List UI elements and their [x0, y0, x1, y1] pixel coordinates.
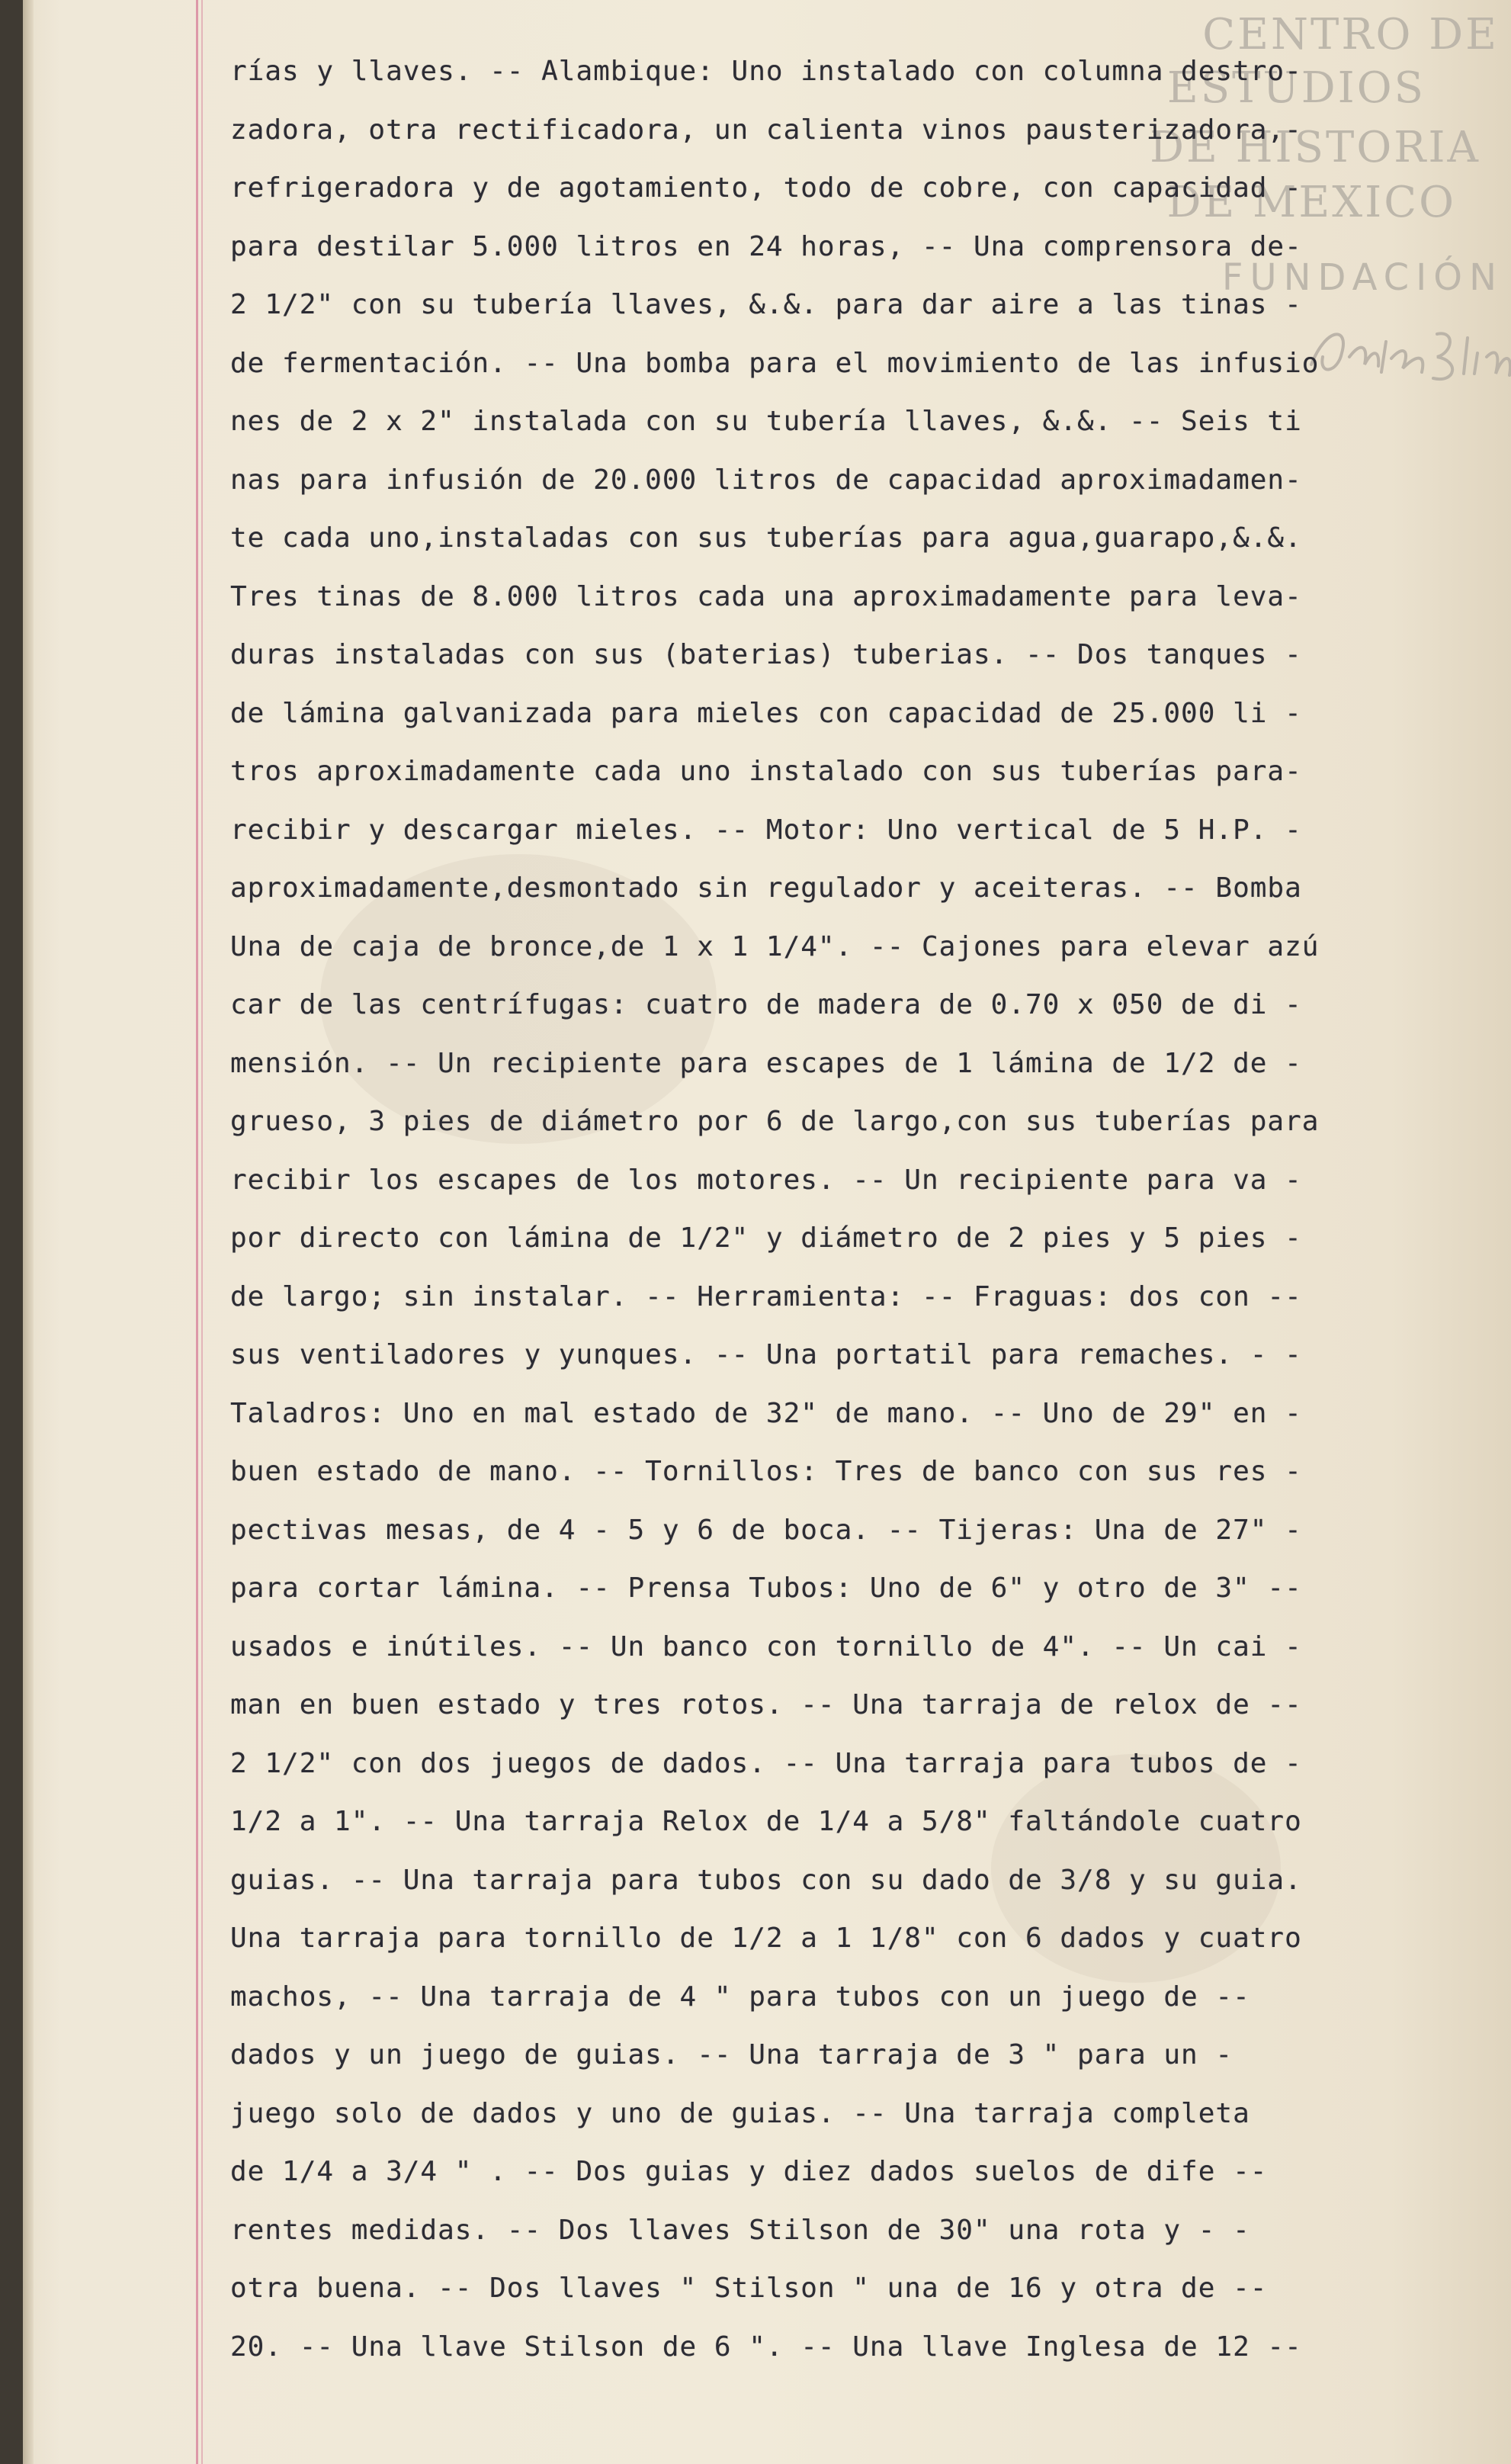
text-line: dados y un juego de guias. -- Una tarraja de 3 " para un -	[230, 2039, 1234, 2070]
watermark-line: FUNDACIÓN	[1221, 256, 1503, 299]
text-line: Una de caja de bronce,de 1 x 1 1/4". -- Cajones para elevar azú	[230, 930, 1320, 962]
text-line: pectivas mesas, de 4 - 5 y 6 de boca. -- Tijeras: Una de 27" -	[230, 1514, 1302, 1546]
text-line: de fermentación. -- Una bomba para el movimiento de las infusio	[230, 347, 1320, 379]
text-line: 20. -- Una llave Stilson de 6 ". -- Una llave Inglesa de 12 --	[230, 2331, 1302, 2363]
text-line: usados e inútiles. -- Un banco con tornillo de 4". -- Un cai -	[230, 1630, 1302, 1662]
margin-rule	[196, 0, 198, 2464]
text-line: zadora, otra rectificadora, un calienta vinos pausterizadora,-	[230, 114, 1302, 146]
text-line: Tres tinas de 8.000 litros cada una aproximadamente para leva-	[230, 580, 1302, 612]
text-line: car de las centrífugas: cuatro de madera de 0.70 x 050 de di -	[230, 989, 1302, 1020]
text-line: por directo con lámina de 1/2" y diámetro de 2 pies y 5 pies -	[230, 1222, 1302, 1254]
text-line: juego solo de dados y uno de guias. -- Una tarraja completa	[230, 2097, 1250, 2129]
text-line: 2 1/2" con dos juegos de dados. -- Una tarraja para tubos de -	[230, 1747, 1302, 1779]
text-line: nes de 2 x 2" instalada con su tubería llaves, &.&. -- Seis ti	[230, 406, 1302, 437]
margin-rule-secondary	[201, 0, 203, 2464]
text-line: Una tarraja para tornillo de 1/2 a 1 1/8" con 6 dados y cuatro	[230, 1923, 1302, 1954]
text-line: para destilar 5.000 litros en 24 horas, -- Una comprensora de-	[230, 230, 1302, 262]
text-line: te cada uno,instaladas con sus tuberías para agua,guarapo,&.&.	[230, 522, 1302, 554]
text-line: grueso, 3 pies de diámetro por 6 de largo,con sus tuberías para	[230, 1106, 1320, 1137]
text-line: 2 1/2" con su tubería llaves, &.&. para dar aire a las tinas -	[230, 289, 1302, 320]
text-line: nas para infusión de 20.000 litros de capacidad aproximadamen-	[230, 464, 1302, 496]
text-line: rentes medidas. -- Dos llaves Stilson de 30" una rota y - -	[230, 2214, 1250, 2246]
text-line: aproximadamente,desmontado sin regulador y aceiteras. -- Bomba	[230, 872, 1302, 904]
text-line: buen estado de mano. -- Tornillos: Tres de banco con sus res -	[230, 1456, 1302, 1487]
text-line: guias. -- Una tarraja para tubos con su dado de 3/8 y su guia.	[230, 1864, 1302, 1896]
watermark-line: DE HISTORIA	[1150, 123, 1481, 172]
text-line: Taladros: Uno en mal estado de 32" de mano. -- Uno de 29" en -	[230, 1397, 1302, 1429]
text-line: para cortar lámina. -- Prensa Tubos: Uno de 6" y otro de 3" --	[230, 1573, 1302, 1604]
text-line: man en buen estado y tres rotos. -- Una tarraja de relox de --	[230, 1689, 1302, 1720]
text-line: de 1/4 a 3/4 " . -- Dos guias y diez dados suelos de dife --	[230, 2156, 1268, 2187]
text-line: refrigeradora y de agotamiento, todo de cobre, con capacidad -	[230, 172, 1302, 204]
watermark-line: CENTRO DE	[1202, 10, 1499, 59]
text-line: otra buena. -- Dos llaves " Stilson " una de 16 y otra de --	[230, 2273, 1268, 2304]
text-line: duras instaladas con sus (baterias) tuberias. -- Dos tanques -	[230, 639, 1302, 670]
text-line: recibir y descargar mieles. -- Motor: Uno vertical de 5 H.P. -	[230, 814, 1302, 846]
text-line: 1/2 a 1". -- Una tarraja Relox de 1/4 a 5/8" faltándole cuatro	[230, 1806, 1302, 1837]
watermark-line: DE MEXICO	[1166, 178, 1456, 227]
text-line: tros aproximadamente cada uno instalado con sus tuberías para-	[230, 756, 1302, 787]
text-line: sus ventiladores y yunques. -- Una portatil para remaches. - -	[230, 1339, 1302, 1370]
watermark-line: ESTUDIOS	[1166, 63, 1426, 113]
text-line: machos, -- Una tarraja de 4 " para tubos con un juego de --	[230, 1981, 1250, 2013]
typewritten-body	[230, 43, 1343, 2376]
text-line: rías y llaves. -- Alambique: Uno instalado con columna destro-	[230, 56, 1302, 87]
binding-edge	[0, 0, 23, 2464]
text-line: de lámina galvanizada para mieles con capacidad de 25.000 li -	[230, 697, 1302, 729]
text-line: mensión. -- Un recipiente para escapes de 1 lámina de 1/2 de -	[230, 1047, 1302, 1079]
text-line: de largo; sin instalar. -- Herramienta: -- Fraguas: dos con --	[230, 1280, 1302, 1312]
text-line: recibir los escapes de los motores. -- Un recipiente para va -	[230, 1164, 1302, 1196]
page-shadow	[23, 0, 34, 2464]
